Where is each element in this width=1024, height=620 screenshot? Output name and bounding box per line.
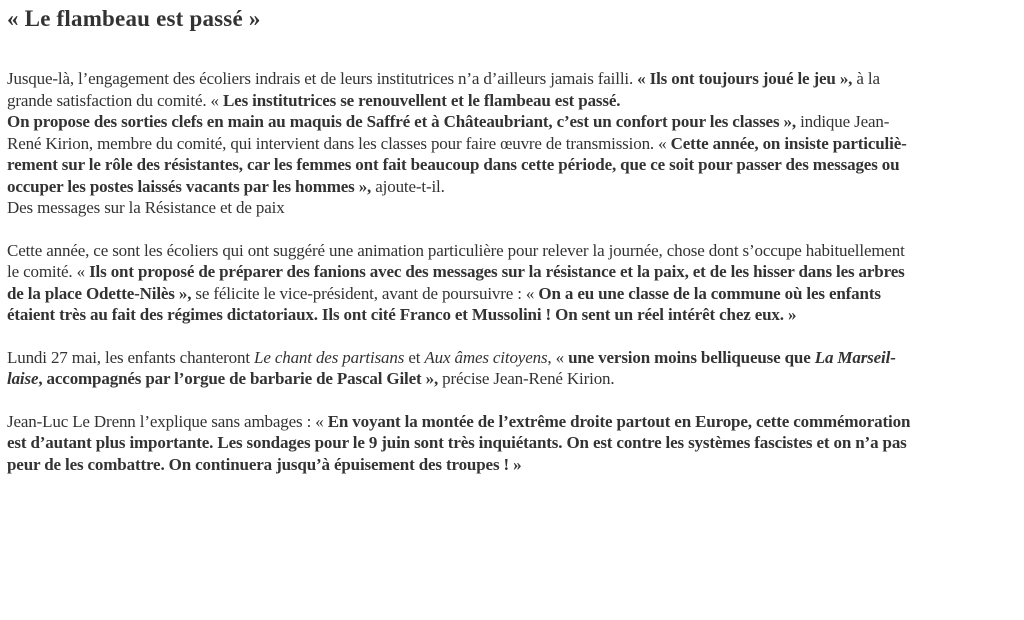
text-run: grande satisfaction du comité. « [7, 90, 223, 110]
text-run: ajoute-t-il. [371, 176, 445, 196]
text-run: Cette année, on insiste particuliè- [670, 133, 907, 153]
text-run: rement sur le rôle des résistantes, car les femmes ont fait beaucoup dans cette période, que ce soit pour passer des messages ou [7, 155, 900, 174]
text-line [7, 283, 1018, 305]
text-run: se félicite le vice-président, avant de poursuivre : « [191, 283, 539, 303]
text-run: laise [7, 369, 39, 388]
paragraph [7, 347, 1018, 390]
text-line [7, 261, 1018, 283]
text-run: On a eu une classe de la commune où les enfants [538, 283, 881, 303]
text-run: le comité. « [7, 262, 90, 281]
text-run: étaient très au fait des régimes dictatoriaux. Ils ont cité Franco et Mussolini ! On sent un réel intérêt chez eux. » [7, 305, 797, 324]
paragraph [7, 411, 1018, 476]
text-run: , accompagnés par l’orgue de barbarie de Pascal Gilet », [38, 369, 439, 388]
paragraph [7, 68, 1018, 219]
text-line [7, 90, 1018, 112]
text-run: , « [547, 347, 569, 367]
text-line [7, 240, 1018, 262]
text-run: occuper les postes laissés vacants par les hommes », [7, 176, 372, 196]
text-line [7, 176, 1018, 198]
text-run: Jean-Luc Le Drenn l’explique sans ambages : « [7, 411, 328, 431]
text-run: « Ils ont toujours joué le jeu », [637, 69, 853, 88]
text-run: Des messages sur la Résistance et de paix [7, 198, 285, 217]
text-line [7, 197, 1018, 219]
text-run: une version moins belliqueuse que [568, 347, 815, 367]
text-line [7, 432, 1018, 454]
text-run: est d’autant plus importante. Les sondages pour le 9 juin sont très inquiétants. On est contre les systèmes fascistes et on n’a pas [7, 433, 907, 452]
article-body [7, 68, 1018, 475]
text-run: précise Jean-René Kirion. [438, 369, 615, 388]
text-run: Les institutrices se renouvellent et le flambeau est passé. [222, 90, 621, 110]
text-run: à la [852, 69, 880, 88]
text-run: Ils ont proposé de préparer des fanions avec des messages sur la résistance et la paix, et de les hisser dans les arbres [89, 262, 905, 281]
text-run: Lundi 27 mai, les enfants chanteront [7, 347, 255, 367]
text-line [7, 154, 1018, 176]
text-line [7, 411, 1018, 433]
text-run: indique Jean- [795, 112, 890, 131]
text-run: René Kirion, membre du comité, qui intervient dans les classes pour faire œuvre de transmission. « [7, 133, 671, 153]
paragraph [7, 240, 1018, 326]
article-title: « Le flambeau est passé » [7, 6, 261, 31]
article-page [0, 6, 1024, 475]
text-run: de la place Odette-Nilès », [7, 283, 192, 303]
text-line [7, 454, 1018, 476]
text-line [7, 111, 1018, 133]
text-run: Cette année, ce sont les écoliers qui ont suggéré une animation particulière pour relever la journée, chose dont s’occupe habituellement [7, 240, 905, 260]
text-line [7, 368, 1018, 390]
text-line [7, 68, 1018, 90]
text-run: En voyant la montée de l’extrême droite partout en Europe, cette commémoration [327, 411, 911, 431]
text-line [7, 347, 1018, 369]
text-run: et [404, 347, 425, 367]
text-line [7, 304, 1018, 326]
text-run: peur de les combattre. On continuera jusqu’à épuisement des troupes ! » [7, 454, 522, 474]
text-run: On propose des sorties clefs en main au maquis de Saffré et à Châteaubriant, c’est un confort pour les classes », [7, 112, 796, 131]
text-run: La Marseil- [814, 347, 896, 367]
text-line [7, 133, 1018, 155]
text-run: Le chant des partisans [254, 347, 405, 367]
text-run: Aux âmes citoyens [424, 347, 548, 367]
text-run: Jusque-là, l’engagement des écoliers indrais et de leurs institutrices n’a d’ailleurs jamais failli. [7, 69, 638, 88]
